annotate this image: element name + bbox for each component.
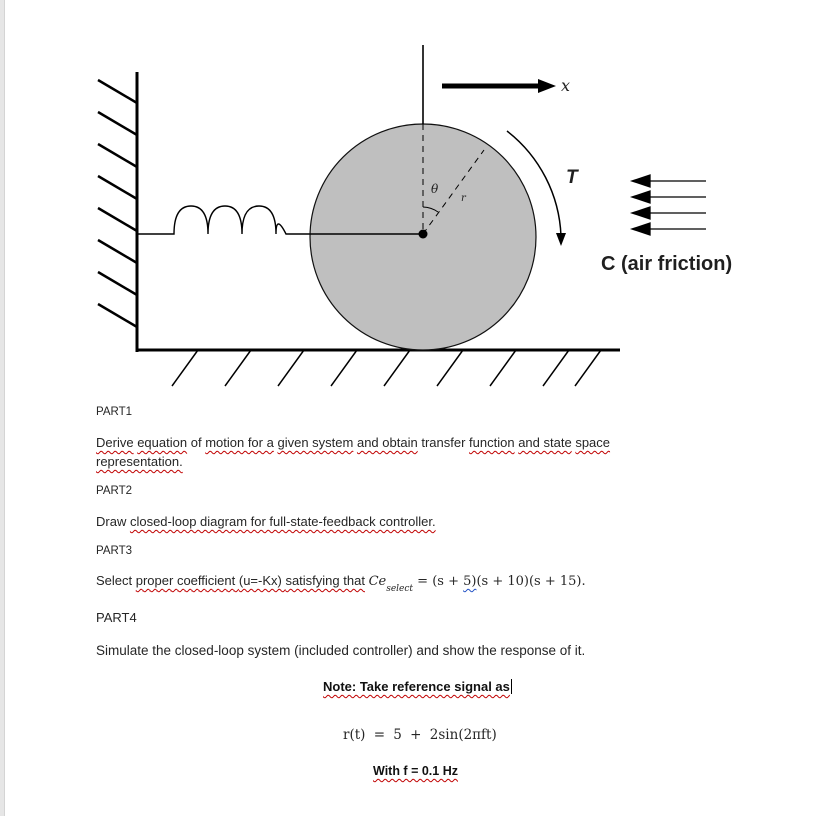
torque-label: T	[566, 167, 578, 188]
part1-word: Derive	[96, 435, 134, 450]
mechanical-system-diagram	[0, 0, 817, 400]
text-cursor[interactable]	[511, 679, 512, 694]
part1-heading: PART1	[96, 406, 133, 418]
part1-word: given system	[277, 435, 354, 450]
left-wall	[98, 72, 137, 352]
eq-part-b: 5)	[463, 574, 477, 589]
ce-subscript: select	[386, 584, 414, 594]
part4-text: Simulate the closed-loop system (included controller) and show the response of it.	[96, 643, 586, 658]
ce-text: Ce	[368, 574, 387, 589]
center-pin	[419, 230, 428, 239]
part1-word: transfer	[421, 435, 466, 450]
part1-line2: representation.	[96, 454, 183, 469]
part3-word: satisfying that	[285, 573, 365, 588]
part2-prefix: Draw	[96, 514, 130, 529]
part1-word: and obtain	[356, 435, 418, 450]
reference-formula: r(t) = 5 + 2sin(2πft)	[343, 727, 497, 743]
ce-symbol	[368, 574, 414, 594]
part1-word: motion for a	[205, 435, 274, 450]
note-line	[323, 679, 512, 694]
air-friction-arrows	[632, 175, 706, 235]
eq-part-c: (s + 10)(s + 15).	[476, 574, 586, 589]
note-text: Note: Take reference signal as	[323, 679, 510, 694]
part3-word: Select	[96, 573, 136, 588]
part3-heading: PART3	[96, 545, 133, 557]
frequency-text: With f = 0.1 Hz	[373, 764, 458, 778]
part2-link-text: closed-loop diagram for full-state-feedback controller.	[129, 514, 436, 529]
frequency-line	[373, 764, 458, 778]
characteristic-equation	[413, 574, 586, 589]
friction-label: C (air friction)	[601, 253, 733, 275]
part1-word: equation	[137, 435, 188, 450]
part1-word: and state	[518, 435, 572, 450]
x-arrow-head	[538, 79, 556, 93]
ground	[137, 350, 620, 386]
theta-label: θ	[431, 182, 439, 196]
part3-word: proper coefficient	[135, 573, 239, 588]
eq-part-a: = (s +	[413, 574, 464, 589]
part1-line1	[96, 435, 610, 450]
part1-word: space	[575, 435, 611, 450]
torque-arrow-head	[556, 233, 566, 246]
r-label: r	[461, 193, 466, 204]
part3-text	[96, 573, 586, 594]
part3-word: (u=-Kx)	[238, 573, 286, 588]
part2-heading: PART2	[96, 485, 133, 497]
part1-word: of	[190, 435, 202, 450]
part2-text	[96, 514, 436, 529]
x-label: x	[561, 76, 571, 95]
part1-word: function	[469, 435, 515, 450]
part4-heading: PART4	[96, 610, 137, 625]
